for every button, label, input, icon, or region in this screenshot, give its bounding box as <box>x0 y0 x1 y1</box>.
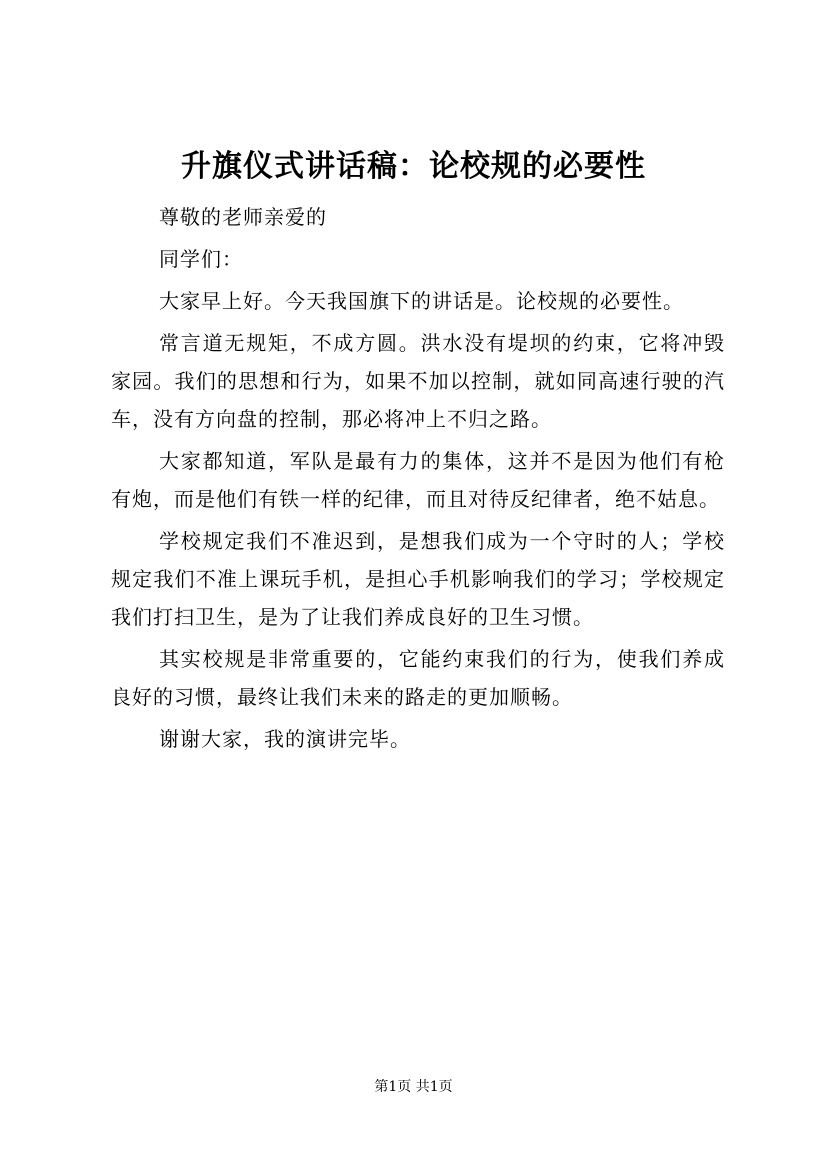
document-body <box>111 198 725 762</box>
paragraph-greeting: 大家早上好。今天我国旗下的讲话是。论校规的必要性。 <box>159 289 684 313</box>
paragraph-school-rules: 学校规定我们不准迟到，是想我们成为一个守时的人；学校规定我们不准上课玩手机，是担心手机影响我们的学习；学校规定我们打扫卫生，是为了让我们养成良好的卫生习惯。 <box>111 529 725 629</box>
paragraph-salutation-continued: 同学们： <box>159 247 243 271</box>
paragraph-army-discipline: 大家都知道，军队是最有力的集体，这并不是因为他们有枪有炮，而是他们有铁一样的纪律，而且对待反纪律者，绝不姑息。 <box>111 449 725 511</box>
paragraph-conclusion: 其实校规是非常重要的，它能约束我们的行为，使我们养成良好的习惯，最终让我们未来的路走的更加顺畅。 <box>111 647 725 709</box>
page-number-footer: 第1页 共1页 <box>374 1079 453 1095</box>
paragraph-salutation: 尊敬的老师亲爱的 <box>159 205 327 229</box>
paragraph-rules-importance: 常言道无规矩，不成方圆。洪水没有堤坝的约束，它将冲毁家园。我们的思想和行为，如果不加以控制，就如同高速行驶的汽车，没有方向盘的控制，那必将冲上不归之路。 <box>111 331 725 431</box>
paragraph-closing: 谢谢大家，我的演讲完毕。 <box>159 727 411 751</box>
document-title: 升旗仪式讲话稿：论校规的必要性 <box>181 149 646 184</box>
